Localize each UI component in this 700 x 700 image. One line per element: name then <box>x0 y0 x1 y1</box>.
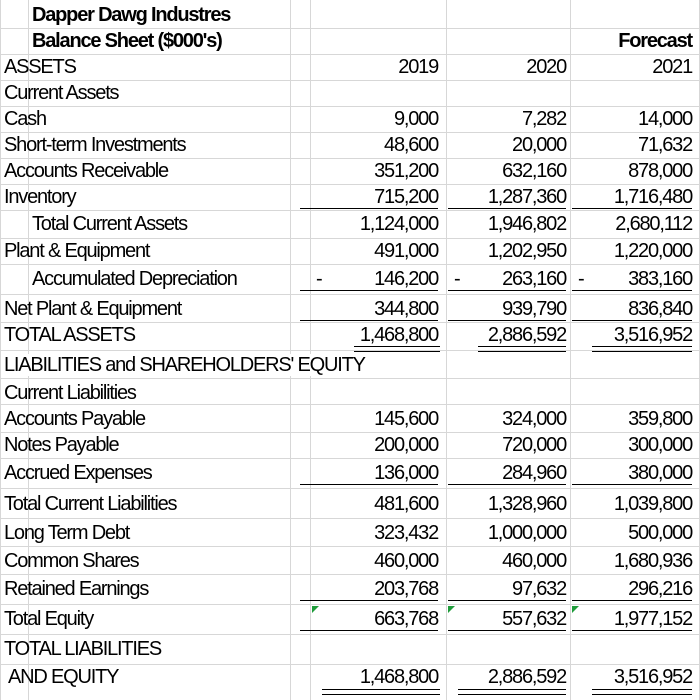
value-cell: 3,516,952 <box>613 324 692 346</box>
value-cell: 324,000 <box>502 408 566 430</box>
value-cell: 203,768 <box>300 578 438 601</box>
gridline <box>0 80 700 81</box>
assets-heading: ASSETS <box>4 56 76 78</box>
value-cell: 1,716,480 <box>572 186 692 209</box>
gridline <box>0 664 700 665</box>
value-cell: 146,200 <box>300 268 438 291</box>
gridline <box>0 132 700 133</box>
value-cell: 500,000 <box>628 522 692 544</box>
value-cell: 1,328,960 <box>487 493 566 515</box>
value-cell: 939,790 <box>448 298 566 321</box>
gridline <box>0 604 700 605</box>
row-label: Total Current Assets <box>32 213 187 235</box>
gridline <box>0 322 700 323</box>
value-cell: 1,000,000 <box>487 522 566 544</box>
gridline <box>0 210 700 211</box>
forecast-label: Forecast <box>618 30 692 52</box>
sheet-subtitle: Balance Sheet ($000's) <box>32 30 222 52</box>
value-cell: 2,886,592 <box>487 324 566 346</box>
row-label: Short-term Investments <box>4 134 186 156</box>
row-label: Retained Earnings <box>4 578 149 600</box>
row-label: Net Plant & Equipment <box>4 298 182 320</box>
gridline <box>0 238 700 239</box>
row-label: Total Equity <box>4 608 93 630</box>
value-cell: 3,516,952 <box>613 666 692 688</box>
row-label: Total Current Liabilities <box>4 493 177 515</box>
double-underline <box>592 689 692 695</box>
value-cell: 380,000 <box>572 462 692 485</box>
value-cell: 1,468,800 <box>359 324 438 346</box>
value-cell: 48,600 <box>384 134 438 156</box>
gridline <box>0 28 700 29</box>
value-cell: 836,840 <box>572 298 692 321</box>
value-cell: 1,124,000 <box>359 213 438 235</box>
row-label: Accrued Expenses <box>4 462 152 484</box>
row-label: AND EQUITY <box>8 666 119 688</box>
value-cell: 263,160 <box>448 268 566 291</box>
gridline <box>0 634 700 635</box>
value-cell: 359,800 <box>628 408 692 430</box>
year-header: 2019 <box>398 56 438 78</box>
value-cell: 460,000 <box>502 550 566 572</box>
value-cell: 296,216 <box>572 578 692 601</box>
gridline <box>0 488 700 489</box>
gridline <box>0 546 700 547</box>
value-cell: 351,200 <box>374 160 438 182</box>
value-cell: 1,468,800 <box>359 666 438 688</box>
value-cell: 136,000 <box>300 462 438 485</box>
gridline <box>0 518 700 519</box>
row-label: TOTAL ASSETS <box>4 324 135 346</box>
value-cell: 14,000 <box>638 108 692 130</box>
double-underline <box>478 346 566 352</box>
value-cell: 300,000 <box>628 434 692 456</box>
value-cell: 491,000 <box>374 240 438 262</box>
gridline <box>0 184 700 185</box>
gridline <box>0 574 700 575</box>
value-cell: 7,282 <box>521 108 566 130</box>
value-cell: 557,632 <box>448 608 566 631</box>
double-underline <box>458 689 566 695</box>
gridline <box>0 54 700 55</box>
double-underline <box>354 346 440 352</box>
row-label: Accounts Payable <box>4 408 145 430</box>
gridline <box>0 294 700 295</box>
value-cell: 1,039,800 <box>613 493 692 515</box>
negative-sign: - <box>454 268 460 290</box>
value-cell: 2,886,592 <box>487 666 566 688</box>
double-underline <box>592 346 692 352</box>
value-cell: 9,000 <box>393 108 438 130</box>
gridline <box>0 404 700 405</box>
value-cell: 1,287,360 <box>448 186 566 209</box>
value-cell: 20,000 <box>512 134 566 156</box>
value-cell: 715,200 <box>300 186 438 209</box>
year-header: 2021 <box>652 56 692 78</box>
value-cell: 323,432 <box>374 522 438 544</box>
row-label: Accounts Receivable <box>4 160 168 182</box>
value-cell: 481,600 <box>374 493 438 515</box>
value-cell: 200,000 <box>374 434 438 456</box>
value-cell: 2,680,112 <box>615 213 692 235</box>
value-cell: 720,000 <box>502 434 566 456</box>
row-label: Notes Payable <box>4 434 119 456</box>
value-cell: 1,220,000 <box>613 240 692 262</box>
row-label: Inventory <box>4 186 76 208</box>
section-heading: LIABILITIES and SHAREHOLDERS' EQUITY <box>4 354 365 376</box>
negative-sign: - <box>316 268 322 290</box>
value-cell: 145,600 <box>374 408 438 430</box>
section-heading: Current Assets <box>4 82 119 104</box>
row-label: Cash <box>4 108 46 130</box>
gridline <box>0 458 700 459</box>
negative-sign: - <box>578 268 584 290</box>
row-label: Accumulated Depreciation <box>32 268 237 290</box>
value-cell: 344,800 <box>300 298 438 321</box>
gridline <box>0 106 700 107</box>
value-cell: 1,977,152 <box>572 608 692 631</box>
value-cell: 1,202,950 <box>487 240 566 262</box>
value-cell: 632,160 <box>502 160 566 182</box>
value-cell: 1,946,802 <box>487 213 566 235</box>
company-title: Dapper Dawg Industres <box>32 4 231 26</box>
row-label: Long Term Debt <box>4 522 130 544</box>
gridline <box>0 158 700 159</box>
value-cell: 663,768 <box>300 608 438 631</box>
gridline <box>0 378 700 379</box>
value-cell: 97,632 <box>448 578 566 601</box>
value-cell: 71,632 <box>638 134 692 156</box>
year-header: 2020 <box>526 56 566 78</box>
value-cell: 284,960 <box>448 462 566 485</box>
row-label: TOTAL LIABILITIES <box>4 638 162 660</box>
gridline <box>0 264 700 265</box>
row-label: Plant & Equipment <box>4 240 150 262</box>
value-cell: 383,160 <box>572 268 692 291</box>
row-label: Common Shares <box>4 550 139 572</box>
section-heading: Current Liabilities <box>4 382 136 404</box>
double-underline <box>322 689 440 695</box>
value-cell: 460,000 <box>374 550 438 572</box>
value-cell: 878,000 <box>628 160 692 182</box>
gridline <box>0 432 700 433</box>
value-cell: 1,680,936 <box>613 550 692 572</box>
